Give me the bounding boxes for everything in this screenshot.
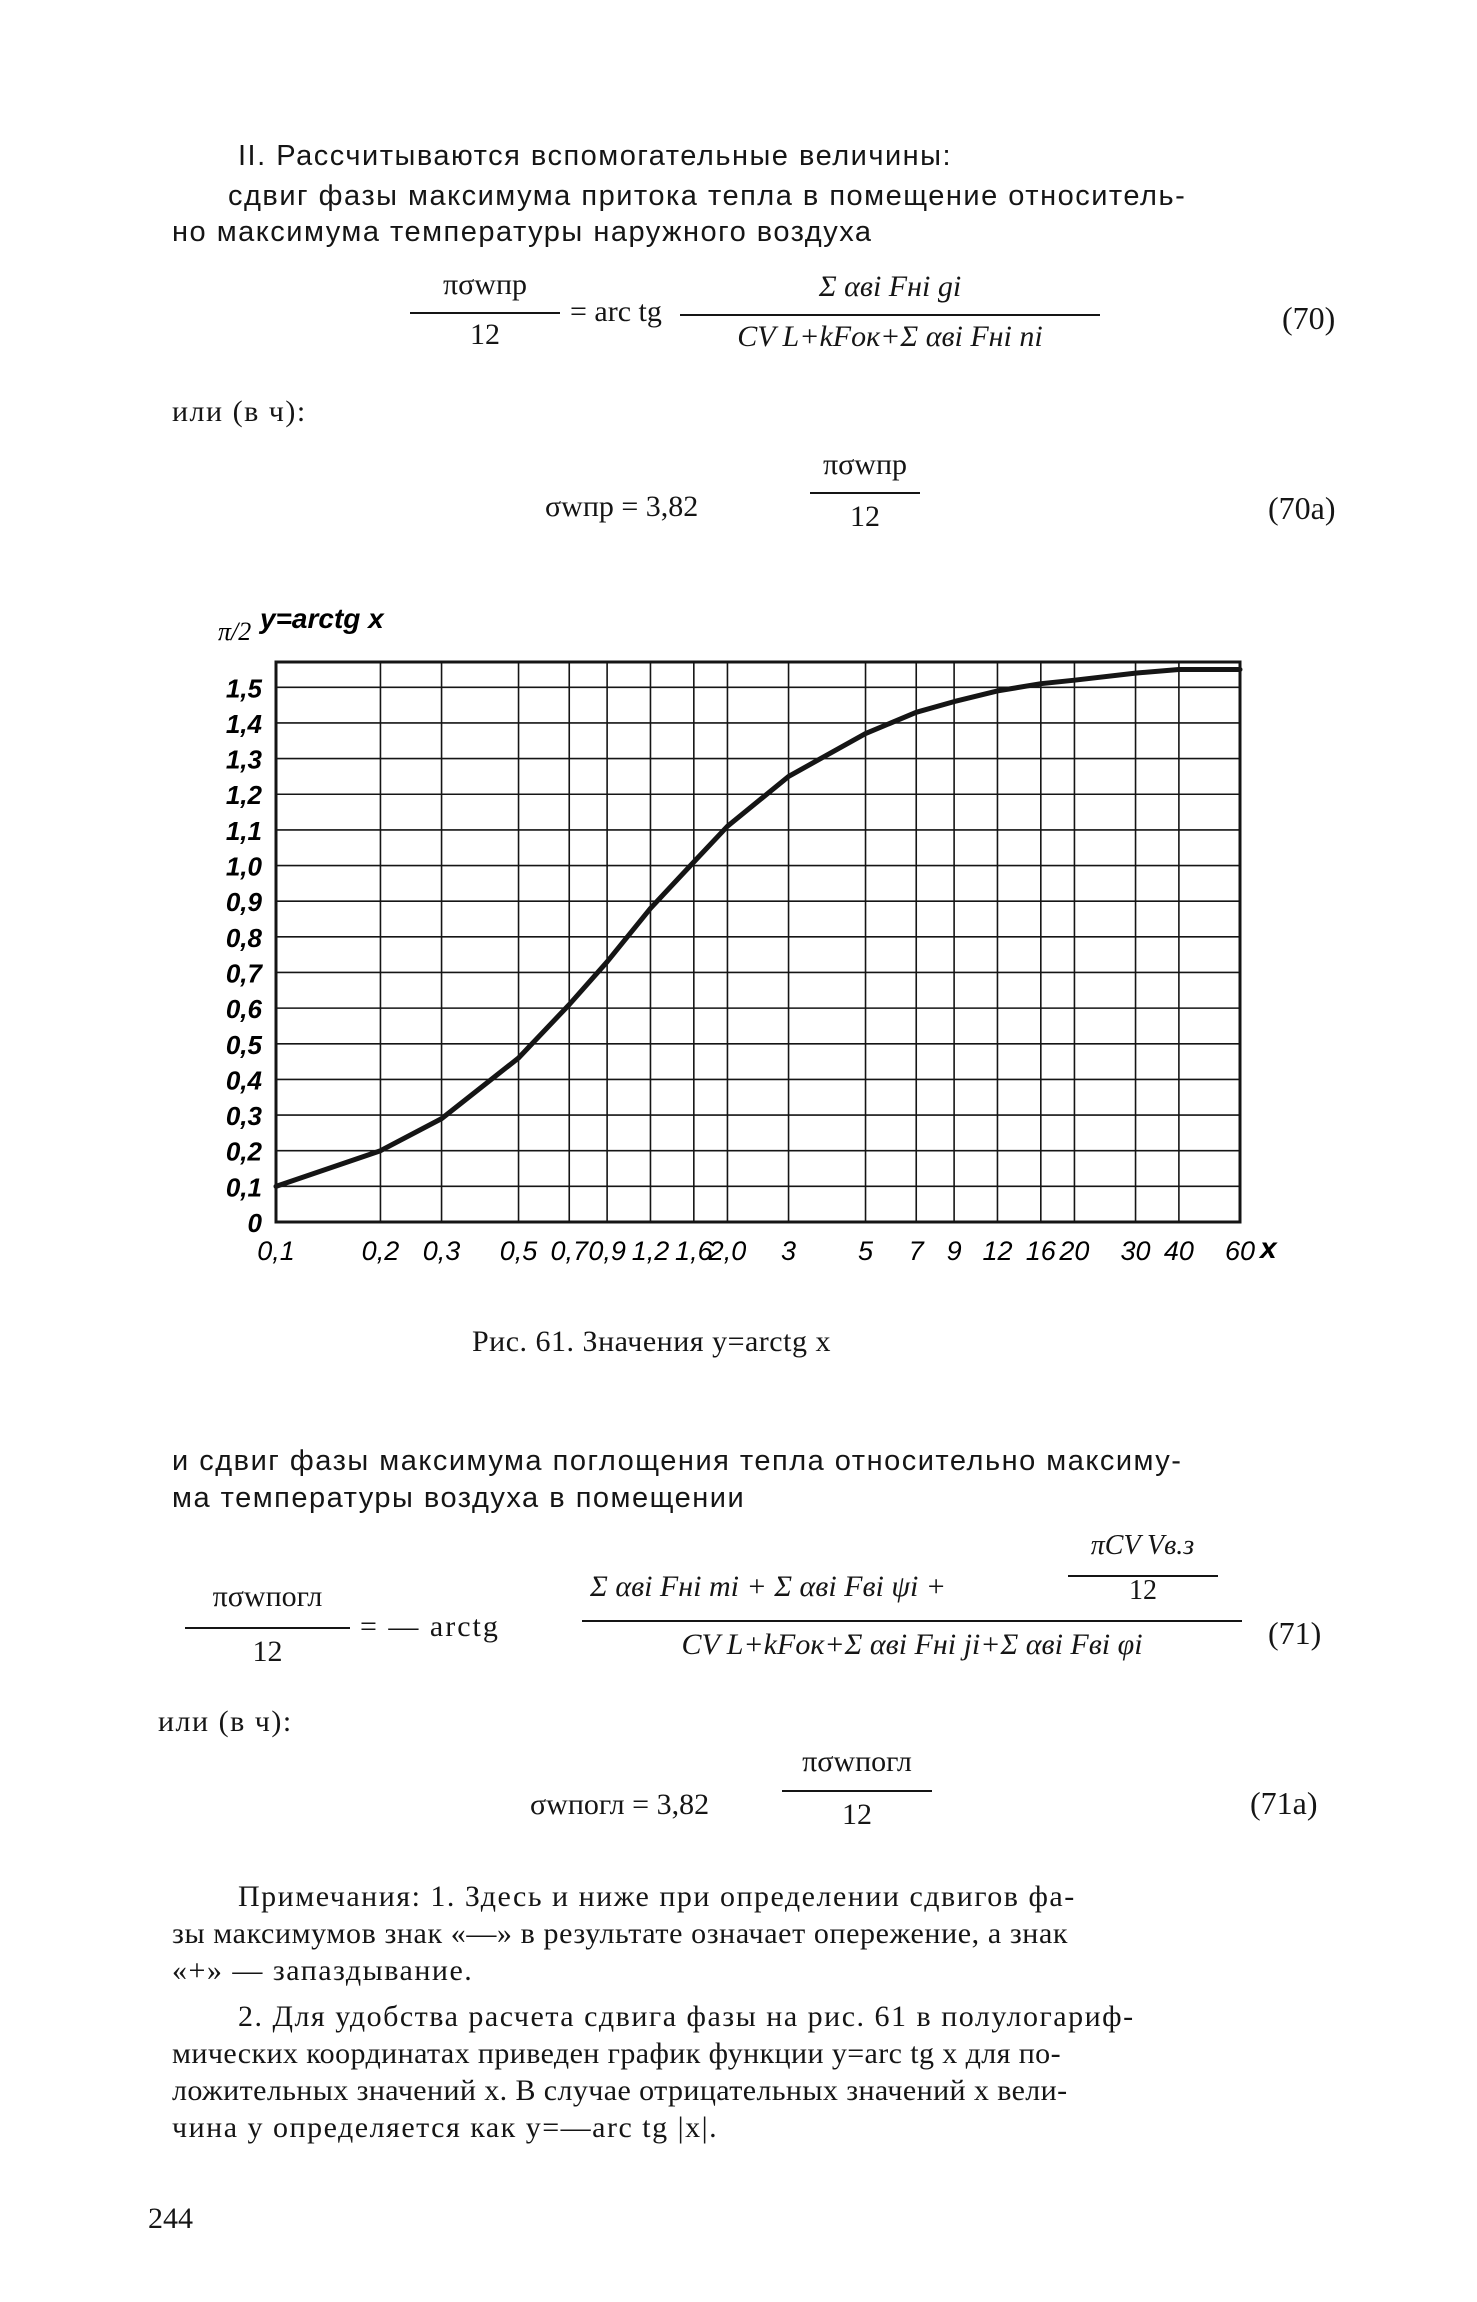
eq71a-number: (71a) — [1250, 1785, 1318, 1821]
eq70a-number: (70a) — [1268, 490, 1336, 526]
x-tick-label: 0,3 — [422, 1236, 461, 1266]
y-tick-label: 1,4 — [225, 708, 262, 739]
x-tick-label: 7 — [908, 1236, 924, 1266]
eq70-rhs-rule — [680, 314, 1100, 316]
eq70a-denominator: 12 — [850, 500, 880, 533]
y-tick-label: 0,1 — [225, 1172, 262, 1203]
y-tick-label: 1,1 — [225, 815, 262, 846]
eq71a-lhs: σwпогл = 3,82 — [530, 1788, 710, 1821]
y-tick-label: 0,3 — [225, 1101, 262, 1132]
function-label: y=arctg x — [260, 603, 384, 634]
eq71-small-numerator: πCV Vв.з — [1090, 1530, 1195, 1561]
or-hours-2: или (в ч): — [158, 1705, 293, 1738]
para2-line-2: ма температуры воздуха в помещении — [172, 1482, 746, 1514]
para2-line-1: и сдвиг фазы максимума поглощения тепла относительно максиму- — [172, 1445, 1183, 1477]
x-tick-label: 1,2 — [631, 1236, 670, 1266]
y-tick-label: 0,8 — [225, 922, 262, 953]
top-left-label: π/2 — [218, 617, 252, 646]
eq71a-numerator: πσwпогл — [802, 1745, 912, 1778]
y-tick-label: 0,5 — [225, 1029, 262, 1060]
note-2-line-1: 2. Для удобства расчета сдвига фазы на рис. 61 в полулогариф- — [238, 2000, 1135, 2033]
eq70-number: (70) — [1282, 300, 1336, 336]
x-ticks — [257, 1236, 1255, 1266]
eq71a-rule — [782, 1790, 932, 1792]
eq70-lhs-denominator: 12 — [470, 318, 500, 351]
x-tick-label: 5 — [858, 1236, 874, 1266]
eq71-number: (71) — [1268, 1615, 1322, 1651]
eq70a-numerator: πσwпр — [822, 448, 908, 481]
eq70-rhs-numerator: Σ αвi Fнi gi — [818, 270, 962, 303]
x-tick-label: 16 — [1025, 1236, 1056, 1266]
y-tick-label: 0,4 — [225, 1065, 262, 1096]
y-tick-label: 0,2 — [225, 1136, 262, 1167]
or-hours-1: или (в ч): — [172, 395, 307, 428]
eq71-rhs-numerator: Σ αвi Fнi mi + Σ αвi Fвi ψi + — [590, 1570, 947, 1603]
eq70-operator: = arc tg — [570, 295, 662, 328]
x-tick-label: 12 — [982, 1236, 1013, 1266]
figure-caption: Рис. 61. Значения y=arctg x — [472, 1325, 831, 1358]
eq70-rhs-denominator: CV L+kFок+Σ αвi Fнi ni — [737, 320, 1043, 353]
note-1-line-2: зы максимумов знак «—» в результате означает опережение, а знак — [172, 1917, 1069, 1950]
y-tick-label: 1,0 — [225, 851, 262, 882]
y-tick-label: 0 — [247, 1208, 262, 1238]
x-tick-label: 3 — [781, 1236, 797, 1266]
x-tick-label: 30 — [1120, 1236, 1151, 1266]
eq70a-rule — [810, 492, 920, 494]
page-number: 244 — [148, 2202, 193, 2235]
x-tick-label: 0,2 — [361, 1236, 400, 1266]
x-tick-label: 0,1 — [257, 1236, 295, 1266]
note-2-line-2: мических координатах приведен график функции y=arc tg x для по- — [172, 2037, 1061, 2070]
x-tick-label: 60 — [1224, 1236, 1256, 1266]
eq71-small-denominator: 12 — [1129, 1575, 1157, 1606]
x-tick-label: 9 — [946, 1236, 962, 1266]
arctg-chart — [200, 600, 1300, 1300]
section-heading: II. Рассчитываются вспомогательные величины: — [238, 140, 953, 172]
x-axis-label: x — [1260, 1232, 1277, 1265]
y-tick-label: 1,2 — [225, 780, 262, 811]
eq71-lhs-denominator: 12 — [252, 1635, 283, 1668]
x-tick-label: 20 — [1059, 1236, 1090, 1266]
y-ticks — [226, 673, 264, 1238]
arctg-curve — [276, 670, 1240, 1187]
intro-line-2: но максимума температуры наружного воздуха — [172, 216, 873, 248]
x-tick-label: 2,0 — [708, 1236, 747, 1266]
eq71-lhs-numerator: πσwпогл — [212, 1580, 323, 1613]
eq71-operator: = — arctg — [360, 1610, 500, 1643]
x-tick-label: 1,6 — [675, 1236, 713, 1266]
note-2-line-4: чина y определяется как y=—arc tg |x|. — [172, 2111, 719, 2144]
y-tick-label: 1,3 — [225, 744, 262, 775]
y-tick-label: 1,5 — [225, 673, 262, 704]
x-tick-label: 0,5 — [499, 1236, 538, 1266]
plot-frame — [276, 662, 1240, 1222]
eq70-lhs-rule — [410, 312, 560, 314]
note-1-line-1: Примечания: 1. Здесь и ниже при определении сдвигов фа- — [238, 1880, 1076, 1913]
eq71-lhs-rule — [185, 1627, 350, 1629]
eq70-lhs-numerator: πσwпр — [442, 268, 528, 301]
intro-line-1: сдвиг фазы максимума притока тепла в помещение относитель- — [228, 180, 1187, 212]
y-tick-label: 0,7 — [225, 958, 262, 989]
note-2-line-3: ложительных значений x. В случае отрицательных значений x вели- — [172, 2074, 1068, 2107]
eq71-rhs-rule — [582, 1620, 1242, 1622]
x-tick-label: 0,9 — [588, 1236, 626, 1266]
eq71-rhs-denominator: CV L+kFок+Σ αвi Fнi ji+Σ αвi Fвi φi — [681, 1628, 1143, 1661]
y-tick-label: 0,9 — [225, 887, 262, 918]
x-tick-label: 40 — [1163, 1236, 1194, 1266]
note-1-line-3: «+» — запаздывание. — [172, 1954, 474, 1987]
eq71a-denominator: 12 — [842, 1798, 872, 1831]
y-tick-label: 0,6 — [225, 994, 262, 1025]
eq70a-lhs: σwпр = 3,82 — [545, 490, 699, 523]
x-tick-label: 0,7 — [550, 1236, 589, 1266]
chart-grid — [276, 662, 1240, 1222]
